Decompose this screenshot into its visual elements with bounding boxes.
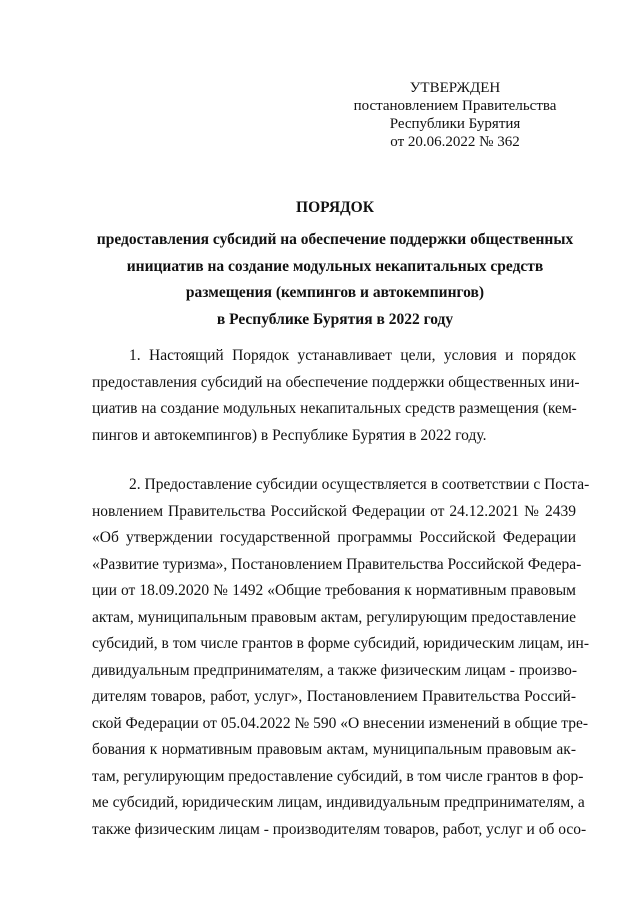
document-title xyxy=(70,197,600,333)
paragraph-line: ме субсидий, юридическим лицам, индивидуальным предпринимателям, а xyxy=(92,794,585,811)
paragraph-line: предоставления субсидий на обеспечение поддержки общественных ини- xyxy=(92,373,580,391)
title-line: инициатив на создание модульных некапитальных средств xyxy=(126,257,544,275)
paragraph-line: актам, муниципальным правовым актам, регулирующим предоставление xyxy=(92,608,576,626)
title-line: размещения (кемпингов и автокемпингов) xyxy=(185,284,485,301)
paragraph-line: там, регулирующим предоставление субсидий, в том числе грантов в фор- xyxy=(92,767,584,785)
paragraph-line: 1. Настоящий Порядок устанавливает цели, условия и порядок xyxy=(129,347,576,364)
title-line: предоставления субсидий на обеспечение поддержки общественных xyxy=(96,231,574,248)
paragraph-line: циатив на создание модульных некапитальных средств размещения (кем- xyxy=(92,400,577,417)
paragraph-line: 2. Предоставление субсидии осуществляется в соответствии с Поста- xyxy=(129,476,590,493)
paragraph-line: бования к нормативным правовым актам, муниципальным правовым ак- xyxy=(92,741,576,758)
approval-stamp xyxy=(340,79,570,151)
paragraph-line: также физическим лицам - производителям товаров, работ, услуг и об осо- xyxy=(92,820,587,838)
paragraph-line: ской Федерации от 05.04.2022 № 590 «О внесении изменений в общие тре- xyxy=(92,714,589,732)
approval-authority: постановлением Правительства xyxy=(353,98,557,114)
paragraph-1 xyxy=(92,343,580,449)
paragraph-line: дителям товаров, работ, услуг», Постановлением Правительства Россий- xyxy=(92,688,576,705)
paragraph-line: дивидуальным предпринимателям, а также физическим лицам - произво- xyxy=(92,661,578,679)
paragraph-line: «Развитие туризма», Постановлением Правительства Российской Федера- xyxy=(92,555,582,573)
paragraph-line: новлением Правительства Российской Федерации от 24.12.2021 № 2439 xyxy=(92,502,576,520)
title-line: в Республике Бурятия в 2022 году xyxy=(216,310,454,328)
paragraph-line: ции от 18.09.2020 № 1492 «Общие требования к нормативным правовым xyxy=(92,582,576,599)
paragraph-line: субсидий, в том числе грантов в форме субсидий, юридическим лицам, ин- xyxy=(92,635,590,652)
paragraph-line: пингов и автокемпингов) в Республике Бурятия в 2022 году. xyxy=(92,426,487,444)
approval-region: Республики Бурятия xyxy=(389,116,521,132)
paragraph-line: «Об утверждении государственной программы Российской Федерации xyxy=(92,529,576,546)
approval-date-number: от 20.06.2022 № 362 xyxy=(390,134,520,150)
approval-status: УТВЕРЖДЕН xyxy=(409,80,501,96)
paragraph-2 xyxy=(92,472,590,843)
title-heading: ПОРЯДОК xyxy=(296,199,374,216)
